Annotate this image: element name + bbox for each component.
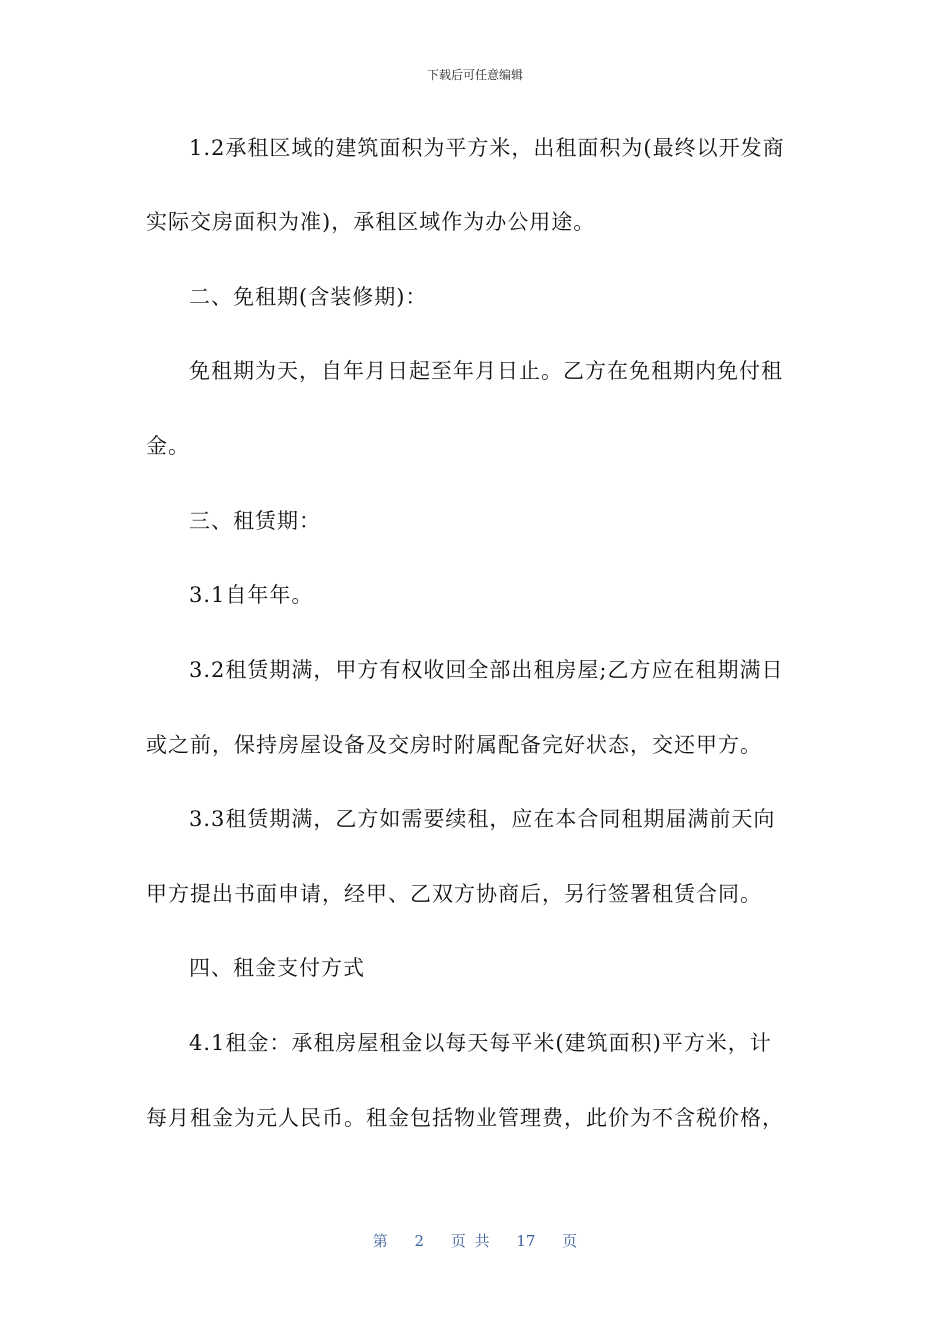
section-heading: 二、免租期(含装修期)： [189,285,428,309]
paragraph-line: 或之前，保持房屋设备及交房时附属配备完好状态，交还甲方。 [146,733,762,757]
paragraph-line: 实际交房面积为准)，承租区域作为办公用途。 [146,210,596,234]
section-heading: 三、租赁期： [189,509,321,533]
paragraph-line: 3.3租赁期满，乙方如需要续租，应在本合同租期届满前天向 [189,807,776,831]
footer-middle: 页 共 [450,1232,490,1250]
footer-prefix: 第 [372,1232,388,1250]
paragraph-line: 3.1自年年。 [189,583,314,607]
section-heading: 四、租金支付方式 [189,956,365,980]
page-footer [0,1230,950,1251]
paragraph-line: 4.1租金：承租房屋租金以每天每平米(建筑面积)平方米，计 [189,1031,772,1055]
footer-suffix: 页 [562,1232,578,1250]
paragraph-line: 1.2承租区域的建筑面积为平方米，出租面积为(最终以开发商 [189,136,785,160]
paragraph-line: 免租期为天，自年月日起至年月日止。乙方在免租期内免付租 [189,359,783,383]
paragraph-line: 3.2租赁期满，甲方有权收回全部出租房屋;乙方应在租期满日 [189,658,784,682]
paragraph-line: 金。 [146,434,190,458]
paragraph-line: 每月租金为元人民币。租金包括物业管理费，此价为不含税价格， [146,1106,784,1130]
paragraph-line: 甲方提出书面申请，经甲、乙双方协商后，另行签署租赁合同。 [146,882,762,906]
page-total: 17 [516,1232,536,1250]
page-header: 下载后可任意编辑 [426,68,523,82]
page-number: 2 [414,1232,425,1250]
